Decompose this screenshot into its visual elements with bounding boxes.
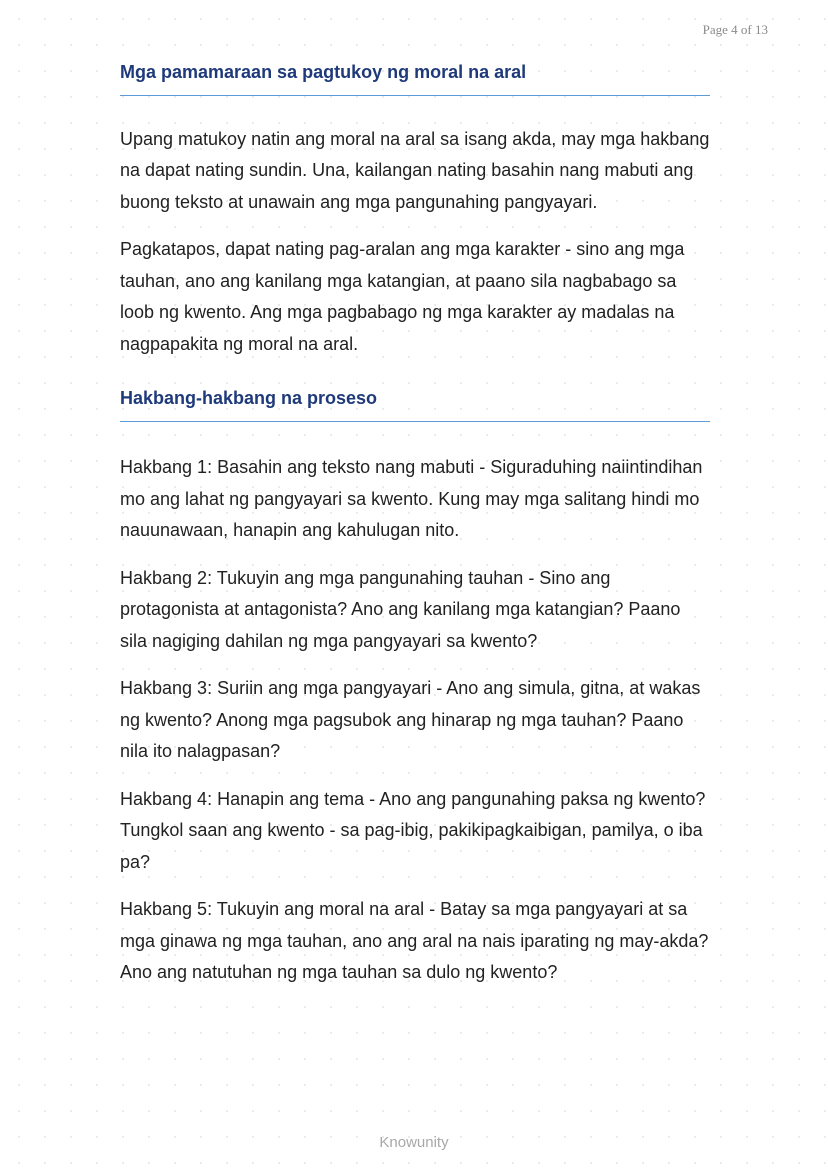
paragraph: Upang matukoy natin ang moral na aral sa isang akda, may mga hakbang na dapat nating sundin. Una, kailangan nating basahin nang mabuti ang buong teksto at unawain ang mga pangunahing pangyayari. bbox=[120, 128, 710, 212]
step-paragraph-1: Hakbang 1: Basahin ang teksto nang mabuti - Siguraduhing naiintindihan mo ang lahat ng pangyayari sa kwento. Kung may mga salitang hindi mo nauunawaan, hanapin ang kahulugan nito. bbox=[120, 457, 703, 541]
section-title: Mga pamamaraan sa pagtukoy ng moral na aral bbox=[120, 58, 710, 96]
paragraph: Pagkatapos, dapat nating pag-aralan ang mga karakter - sino ang mga tauhan, ano ang kanilang mga katangian, at paano sila nagbabago sa loob ng kwento. Ang mga pagbabago ng mga karakter ay madalas na nagpapakita ng moral na aral. bbox=[120, 239, 685, 354]
section-moral-methods bbox=[120, 58, 710, 360]
step-paragraph-2: Hakbang 2: Tukuyin ang mga pangunahing tauhan - Sino ang protagonista at antagonista? Ano ang kanilang mga katangian? Paano sila nagiging dahilan ng mga pangyayari sa kwento? bbox=[120, 567, 681, 651]
step-paragraph-3: Hakbang 3: Suriin ang mga pangyayari - Ano ang simula, gitna, at wakas ng kwento? Anong mga pagsubok ang hinarap ng mga tauhan? Paano nila ito nalagpasan? bbox=[120, 678, 701, 762]
section-step-process bbox=[120, 384, 710, 988]
step-paragraph-4: Hakbang 4: Hanapin ang tema - Ano ang pangunahing paksa ng kwento? Tungkol saan ang kwento - sa pag-ibig, pakikipagkaibigan, pamilya, o iba pa? bbox=[120, 788, 706, 872]
document-content bbox=[120, 58, 710, 1005]
page-number: Page 4 of 13 bbox=[702, 22, 768, 37]
section-title: Hakbang-hakbang na proseso bbox=[120, 384, 710, 422]
footer-brand: Knowunity bbox=[379, 1134, 449, 1151]
step-paragraph-5: Hakbang 5: Tukuyin ang moral na aral - Batay sa mga pangyayari at sa mga ginawa ng mga tauhan, ano ang aral na nais iparating ng may-akda? Ano ang natutuhan ng mga tauhan sa dulo ng kwento? bbox=[120, 899, 709, 983]
